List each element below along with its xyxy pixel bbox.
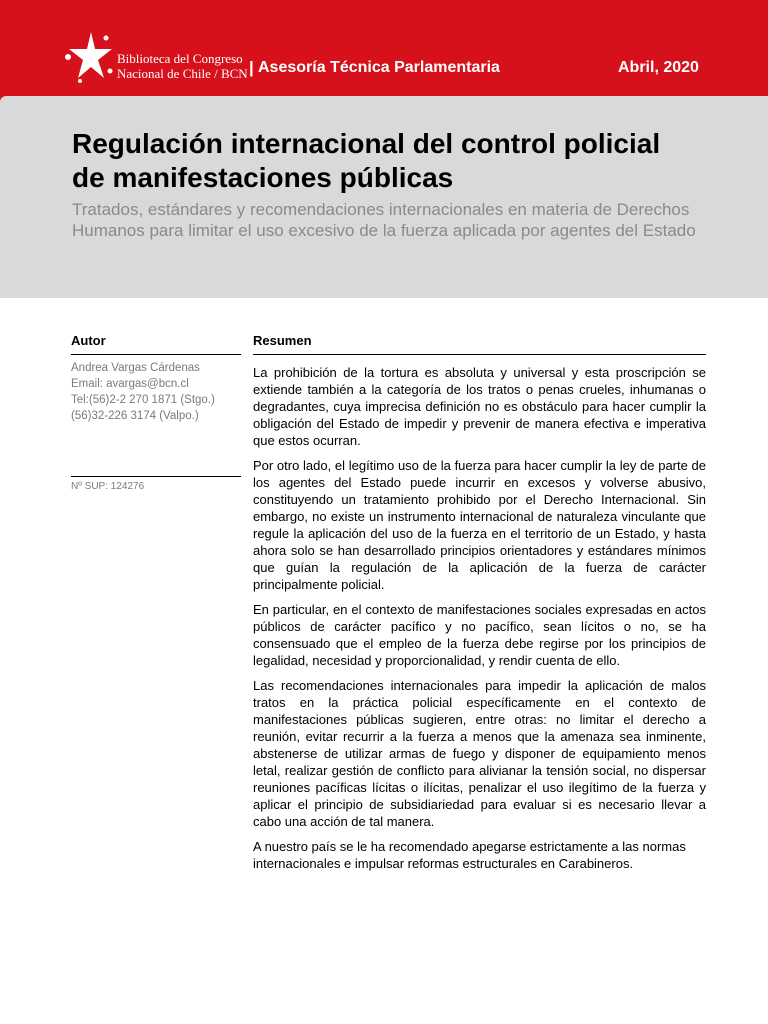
document-title (72, 127, 732, 195)
author-column (71, 333, 241, 494)
author-heading: Autor (71, 333, 241, 355)
sup-divider (71, 476, 241, 477)
author-details (71, 360, 241, 424)
summary-heading: Resumen (253, 333, 706, 355)
bcn-logo-icon (64, 30, 114, 84)
summary-column (253, 333, 706, 880)
organization-line-2: Nacional de Chile / BCN (117, 66, 248, 81)
author-email: Email: avargas@bcn.cl (71, 378, 189, 390)
author-phone-santiago: Tel:(56)2-2 270 1871 (Stgo.) (71, 394, 215, 406)
publication-date: Abril, 2020 (618, 59, 699, 76)
document-subtitle: Tratados, estándares y recomendaciones internacionales en materia de Derechos Humanos para limitar el uso excesivo de la fuerza aplicada por agentes del Estado (72, 200, 696, 240)
summary-paragraph-3: En particular, en el contexto de manifestaciones sociales expresadas en actos públicos de carácter pacífico y no pacífico, sean lícitos o no, se ha consensuado que el empleo de la fuerza debe regirse por los principios de legalidad, necesidad y proporcionalidad, y rendir cuenta de ello. (253, 602, 706, 668)
organization-line-1: Biblioteca del Congreso (117, 51, 243, 66)
summary-paragraph-1: La prohibición de la tortura es absoluta y universal y esta proscripción se extiende también a la categoría de los tratos o penas crueles, inhumanas o degradantes, cuya imprecisa definición no es obstáculo para hacer cumplir la obligación del Estado de impedir y prevenir de manera efectiva e imperativa que estos ocurran. (253, 365, 706, 448)
summary-paragraph-4: Las recomendaciones internacionales para impedir la aplicación de malos tratos en la práctica policial específicamente en el contexto de manifestaciones públicas sugieren, entre otras: no limitar el derecho a reunión, evitar recurrir a la fuerza a menos que la amenaza sea inminente, abstenerse de utilizar armas de fuego y disponer de equipamiento menos letal, realizar gestión de conflicto para alivianar la tensión social, no dispersar reuniones pacíficas lícitas o ilícitas, penalizar el uso ilegítimo de la fuerza y aplicar el principio de subsidiariedad para evaluar si es necesario llevar a cabo una acción de tal manera. (253, 678, 706, 829)
organization-name (117, 51, 248, 81)
summary-paragraph-2: Por otro lado, el legítimo uso de la fuerza para hacer cumplir la ley de parte de los agentes del Estado puede incurrir en excesos y volverse abusivo, constituyendo un tratamiento prohibido por el Derecho Internacional. Sin embargo, no existe un instrumento internacional de naturaleza vinculante que regule la aplicación del uso de la fuerza en el territorio de un Estado, y hasta ahora solo se han desarrollado principios orientadores y estándares mínimos que guían la regulación de la aplicación de la fuerza de carácter principalmente policial. (253, 458, 706, 592)
title-line-1: Regulación internacional del control policial (72, 128, 661, 159)
title-line-2: de manifestaciones públicas (72, 162, 454, 193)
header-separator: | (249, 58, 254, 77)
header-bar (0, 0, 768, 96)
summary-paragraph-5: A nuestro país se le ha recomendado apegarse estrictamente a las normas internacionales e impulsar reformas estructurales en Carabineros. (253, 839, 686, 871)
section-name: Asesoría Técnica Parlamentaria (258, 59, 500, 76)
author-phone-valparaiso: (56)32-226 3174 (Valpo.) (71, 410, 199, 422)
author-name: Andrea Vargas Cárdenas (71, 362, 200, 374)
summary-body (253, 364, 706, 872)
sup-number: Nº SUP: 124276 (71, 481, 145, 492)
